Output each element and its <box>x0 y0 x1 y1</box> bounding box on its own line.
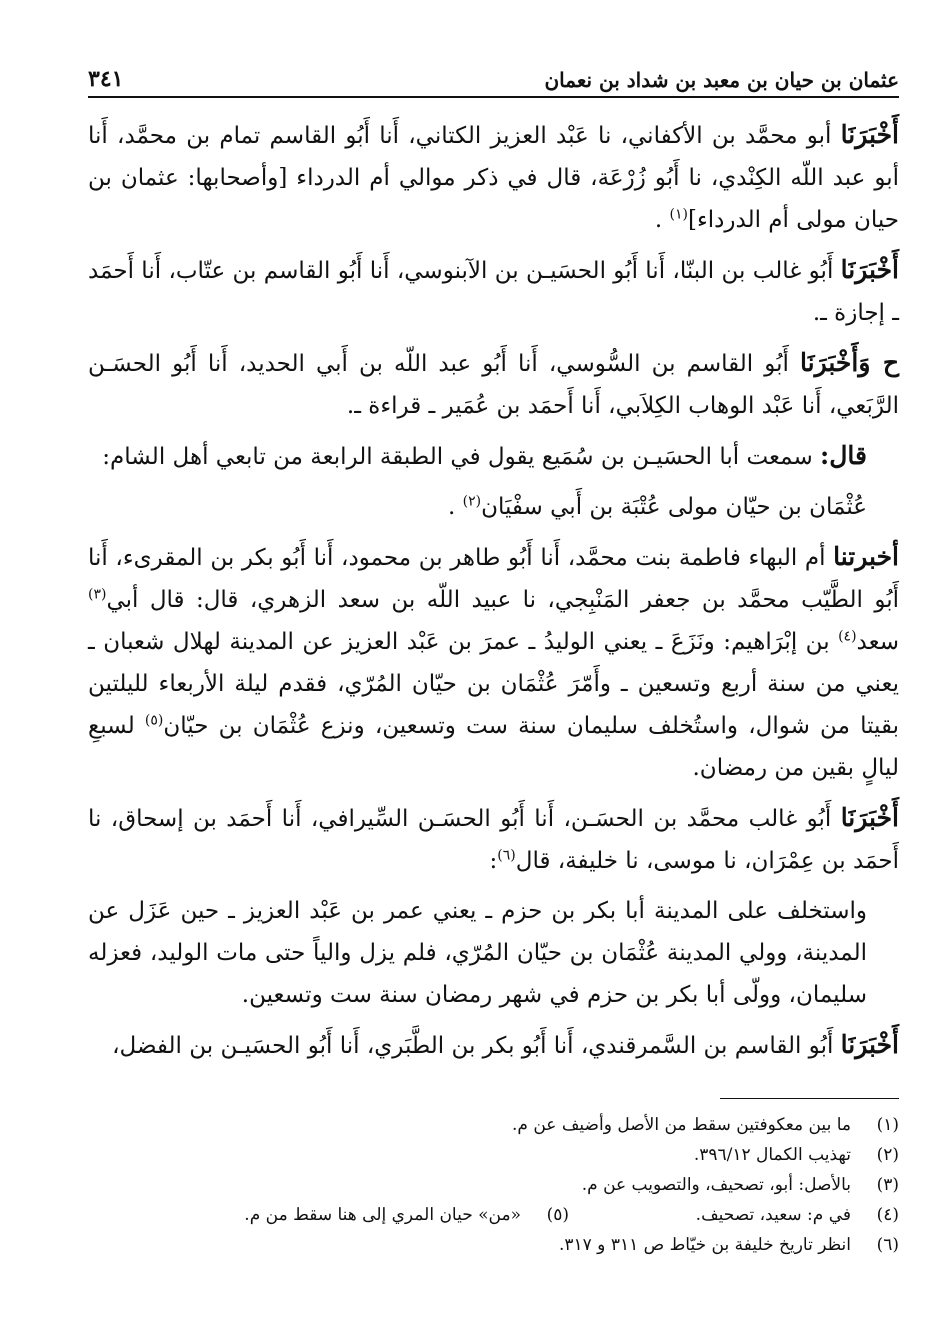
paragraph-8 <box>88 890 899 1016</box>
footnote-text: تهذيب الكمال ٣٩٦/١٢. <box>693 1145 851 1165</box>
paragraph-2-text: أَبُو غالب بن البنّا، أَنا أَبُو الحسَيـن بن الآبنوسي، أَنا أَبُو القاسم بن عتّاب، أَنا أَحمَد ـ إجازة ـ. <box>88 258 899 326</box>
paragraph-2-keyword: أَخْبَرَنَا <box>840 255 899 284</box>
footnote-3 <box>88 1170 899 1200</box>
footnote-text: انظر تاريخ خليفة بن خيّاط ص ٣١١ و ٣١٧. <box>558 1235 851 1255</box>
paragraph-5 <box>88 486 899 528</box>
paragraph-3-keyword: ح وَأَخْبَرَنَا <box>800 348 900 377</box>
paragraph-6-text-d: لسبعِ ليالٍ بقين من رمضان. <box>88 713 899 781</box>
paragraph-3-text: أَبُو القاسم بن السُّوسي، أَنا أَبُو عبد اللّه بن أَبي الحديد، أَنا أَبُو الحسَـن الرَّبَعي، أَنا عَبْد الوهاب الكِلاَبي، أَنا أَحمَد بن عُمَير ـ قراءة ـ. <box>88 351 899 419</box>
footnote-number: (١) <box>876 1115 899 1135</box>
paragraph-9-text: أَبُو القاسم بن السَّمرقندي، أَنا أَبُو بكر بن الطَّبَري، أَنا أَبُو الحسَيـن بن الفضل، <box>112 1033 841 1059</box>
paragraph-1 <box>88 114 899 241</box>
footnote-number: (٥) <box>546 1205 569 1225</box>
page-number: ٣٤١ <box>88 66 124 92</box>
footnote-ref-1[interactable]: (١) <box>669 206 688 223</box>
paragraph-2 <box>88 249 899 334</box>
footnote-number: (٤) <box>876 1205 899 1225</box>
paragraph-1-end: . <box>654 207 670 233</box>
paragraph-6-text-a: أم البهاء فاطمة بنت محمَّد، أَنا أَبُو طاهر بن محمود، أَنا أَبُو بكر بن المقرىء، أَنا أَبُو الطَّيّب محمَّد بن جعفر المَنْبِجي، نا عبيد اللّه بن سعد الزهري، قال: قال أبي <box>88 545 899 613</box>
footnote-number: (٢) <box>876 1145 899 1165</box>
footnote-ref-2[interactable]: (٢) <box>462 493 482 510</box>
paragraph-6 <box>88 536 899 789</box>
footnote-number: (٦) <box>876 1235 899 1255</box>
paragraph-7-text: أَبُو غالب محمَّد بن الحسَـن، أَنا أَبُو الحسَـن السِّيرافي، أَنا أَحمَد بن إسحاق، نا أَحمَد بن عِمْرَان، نا موسى، نا خليفة، قال <box>88 806 899 874</box>
footnote-ref-6[interactable]: (٦) <box>497 847 516 864</box>
footnote-ref-5[interactable]: (٥) <box>144 712 164 729</box>
footnote-text: ما بين معكوفتين سقط من الأصل وأضيف عن م. <box>512 1115 851 1135</box>
footnote-ref-4[interactable]: (٤) <box>838 628 857 645</box>
footnote-divider <box>720 1098 899 1099</box>
footnote-6 <box>88 1230 899 1260</box>
footnotes <box>88 1110 899 1260</box>
paragraph-9-keyword: أَخْبَرَنَا <box>840 1030 899 1059</box>
paragraph-7-keyword: أَخْبَرَنَا <box>840 803 900 832</box>
paragraph-1-text: أبو محمَّد بن الأكفاني، نا عَبْد العزيز الكتاني، أَنا أَبُو القاسم تمام بن محمَّد، أَنا أبو عبد اللّه الكِنْدي، نا أَبُو زُرْعَة، قال في ذكر موالي أم الدرداء [وأصحابها: عثمان بن حيان مولى أم الدرداء] <box>88 123 899 233</box>
paragraph-8-text: واستخلف على المدينة أبا بكر بن حزم ـ يعني عمر بن عَبْد العزيز ـ حين عَزَل عن المدينة، وولي المدينة عُثْمَان بن حيّان المُرّي، فلم يزل والياً حتى مات الوليد، فعزله سليمان، وولّى أبا بكر بن حزم في شهر رمضان سنة ست وتسعين. <box>88 898 867 1008</box>
running-title: عثمان بن حيان بن معبد بن شداد بن نعمان <box>544 68 899 92</box>
paragraph-4-keyword: قال: <box>820 441 867 470</box>
footnote-4 <box>569 1200 899 1230</box>
paragraph-7-end: : <box>489 848 498 874</box>
footnote-2 <box>88 1140 899 1170</box>
paragraph-6-keyword: أخبرتنا <box>833 542 899 571</box>
footnote-1 <box>88 1110 899 1140</box>
paragraph-3 <box>88 342 899 427</box>
footnote-text: «من» حيان المري إلى هنا سقط من م. <box>244 1205 521 1225</box>
paragraph-4-text: سمعت أبا الحسَيـن بن سُمَيع يقول في الطبقة الرابعة من تابعي أهل الشام: <box>102 444 821 470</box>
paragraph-6-text-b: سعد <box>856 629 899 655</box>
paragraph-5-text: عُثْمَان بن حيّان مولى عُتْبَة بن أَبي سفْيَان <box>481 494 867 520</box>
paragraph-5-end: . <box>447 494 463 520</box>
paragraph-7 <box>88 797 899 882</box>
paragraph-4 <box>88 435 899 478</box>
paragraph-1-keyword: أَخْبَرَنَا <box>840 120 899 149</box>
footnote-5 <box>88 1200 569 1230</box>
page-header <box>88 54 899 98</box>
footnote-text: بالأصل: أبو، تصحيف، والتصويب عن م. <box>581 1175 851 1195</box>
paragraph-9 <box>88 1024 899 1067</box>
footnote-row-4-5 <box>88 1200 899 1230</box>
footnote-text: في م: سعيد، تصحيف. <box>695 1205 851 1225</box>
footnote-number: (٣) <box>876 1175 899 1195</box>
footnote-ref-3[interactable]: (٣) <box>88 586 107 603</box>
main-text <box>88 114 899 1075</box>
paragraph-6-text-c: بن إبْرَاهيم: ونَزَعَ ـ يعني الوليدُ ـ عمرَ بن عَبْد العزيز عن المدينة لهلال شعبان ـ يعني من سنة أربع وتسعين ـ وأَمّرَ عُثْمَان بن حيّان المُرّي، فقدم ليلة الأربعاء لليلتين بقيتا من شوال، واستُخلف سليمان سنة ست وتسعين، ونزع عُثْمَان بن حيّان <box>88 629 899 739</box>
